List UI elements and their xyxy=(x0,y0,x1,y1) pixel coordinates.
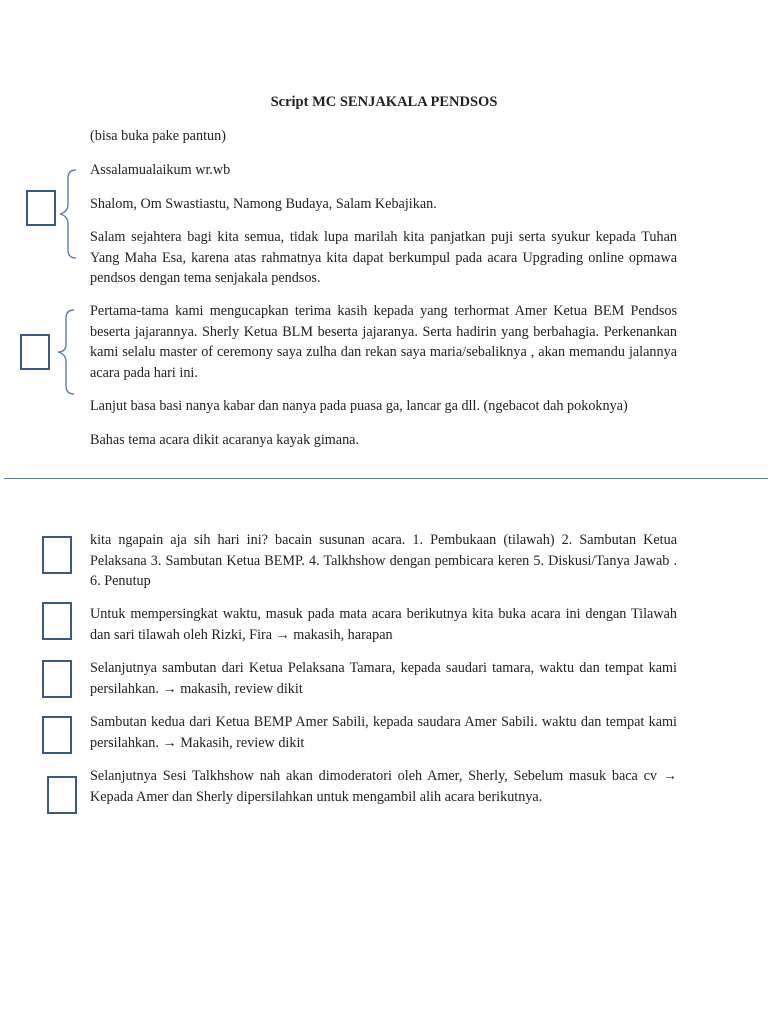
paragraph-greeting-others: Shalom, Om Swastiastu, Namong Budaya, Salam Kebajikan. xyxy=(90,196,437,212)
paragraph-agenda: kita ngapain aja sih hari ini? bacain susunan acara. 1. Pembukaan (tilawah) 2. Sambutan Ketua Pelaksana 3. Sambutan Ketua BEMP. 4. Talkhshow dengan pembicara keren 5. Diskusi/Tanya Jawab . 6. Penutup xyxy=(90,532,677,589)
paragraph-thanks-intro: Pertama-tama kami mengucapkan terima kasih kepada yang terhormat Amer Ketua BEM Pendsos beserta jajarannya. Sherly Ketua BLM beserta jajaranya. Serta hadirin yang berbahagia. Perkenankan kami selalu master of ceremony saya zulha dan rekan saya maria/sebaliknya , akan memandu jalannya acara pada hari ini. xyxy=(90,303,677,381)
curly-brace-icon xyxy=(54,166,80,262)
paragraph-speech-bemp: Sambutan kedua dari Ketua BEMP Amer Sabili, kepada saudara Amer Sabili. waktu dan tempat kami persilahkan. → Makasih, review dikit xyxy=(90,714,677,751)
checkbox-speech-bemp[interactable] xyxy=(42,716,72,754)
paragraph-small-talk: Lanjut basa basi nanya kabar dan nanya pada puasa ga, lancar ga dll. (ngebacot dah pokoknya) xyxy=(90,398,628,414)
page-title: Script MC SENJAKALA PENDSOS xyxy=(270,94,498,110)
curly-brace-icon xyxy=(52,306,78,398)
paragraph-opening-prayer: Salam sejahtera bagi kita semua, tidak lupa marilah kita panjatkan puji serta syukur kepada Tuhan Yang Maha Esa, karena atas rahmatnya kita dapat berkumpul pada acara Upgrading online opmawa pendsos dengan tema senjakala pendsos. xyxy=(90,229,677,286)
section-divider xyxy=(4,478,768,479)
paragraph-speech-chair: Selanjutnya sambutan dari Ketua Pelaksana Tamara, kepada saudari tamara, waktu dan tempat kami persilahkan. → makasih, review dikit xyxy=(90,660,677,697)
checkbox-talkshow[interactable] xyxy=(47,776,77,814)
paragraph-talkshow: Selanjutnya Sesi Talkhshow nah akan dimoderatori oleh Amer, Sherly, Sebelum masuk baca cv → Kepada Amer dan Sherly dipersilahkan untuk mengambil alih acara berikutnya. xyxy=(90,768,677,805)
paragraph-tilawah: Untuk mempersingkat waktu, masuk pada mata acara berikutnya kita buka acara ini dengan Tilawah dan sari tilawah oleh Rizki, Fira → makasih, harapan xyxy=(90,606,677,643)
checkbox-thanks[interactable] xyxy=(20,334,50,370)
paragraph-greeting-islam: Assalamualaikum wr.wb xyxy=(90,162,231,178)
checkbox-speech-chair[interactable] xyxy=(42,660,72,698)
paragraph-pantun-note: (bisa buka pake pantun) xyxy=(90,128,226,144)
checkbox-greetings[interactable] xyxy=(26,190,56,226)
paragraph-theme: Bahas tema acara dikit acaranya kayak gimana. xyxy=(90,432,360,448)
checkbox-agenda[interactable] xyxy=(42,536,72,574)
checkbox-tilawah[interactable] xyxy=(42,602,72,640)
